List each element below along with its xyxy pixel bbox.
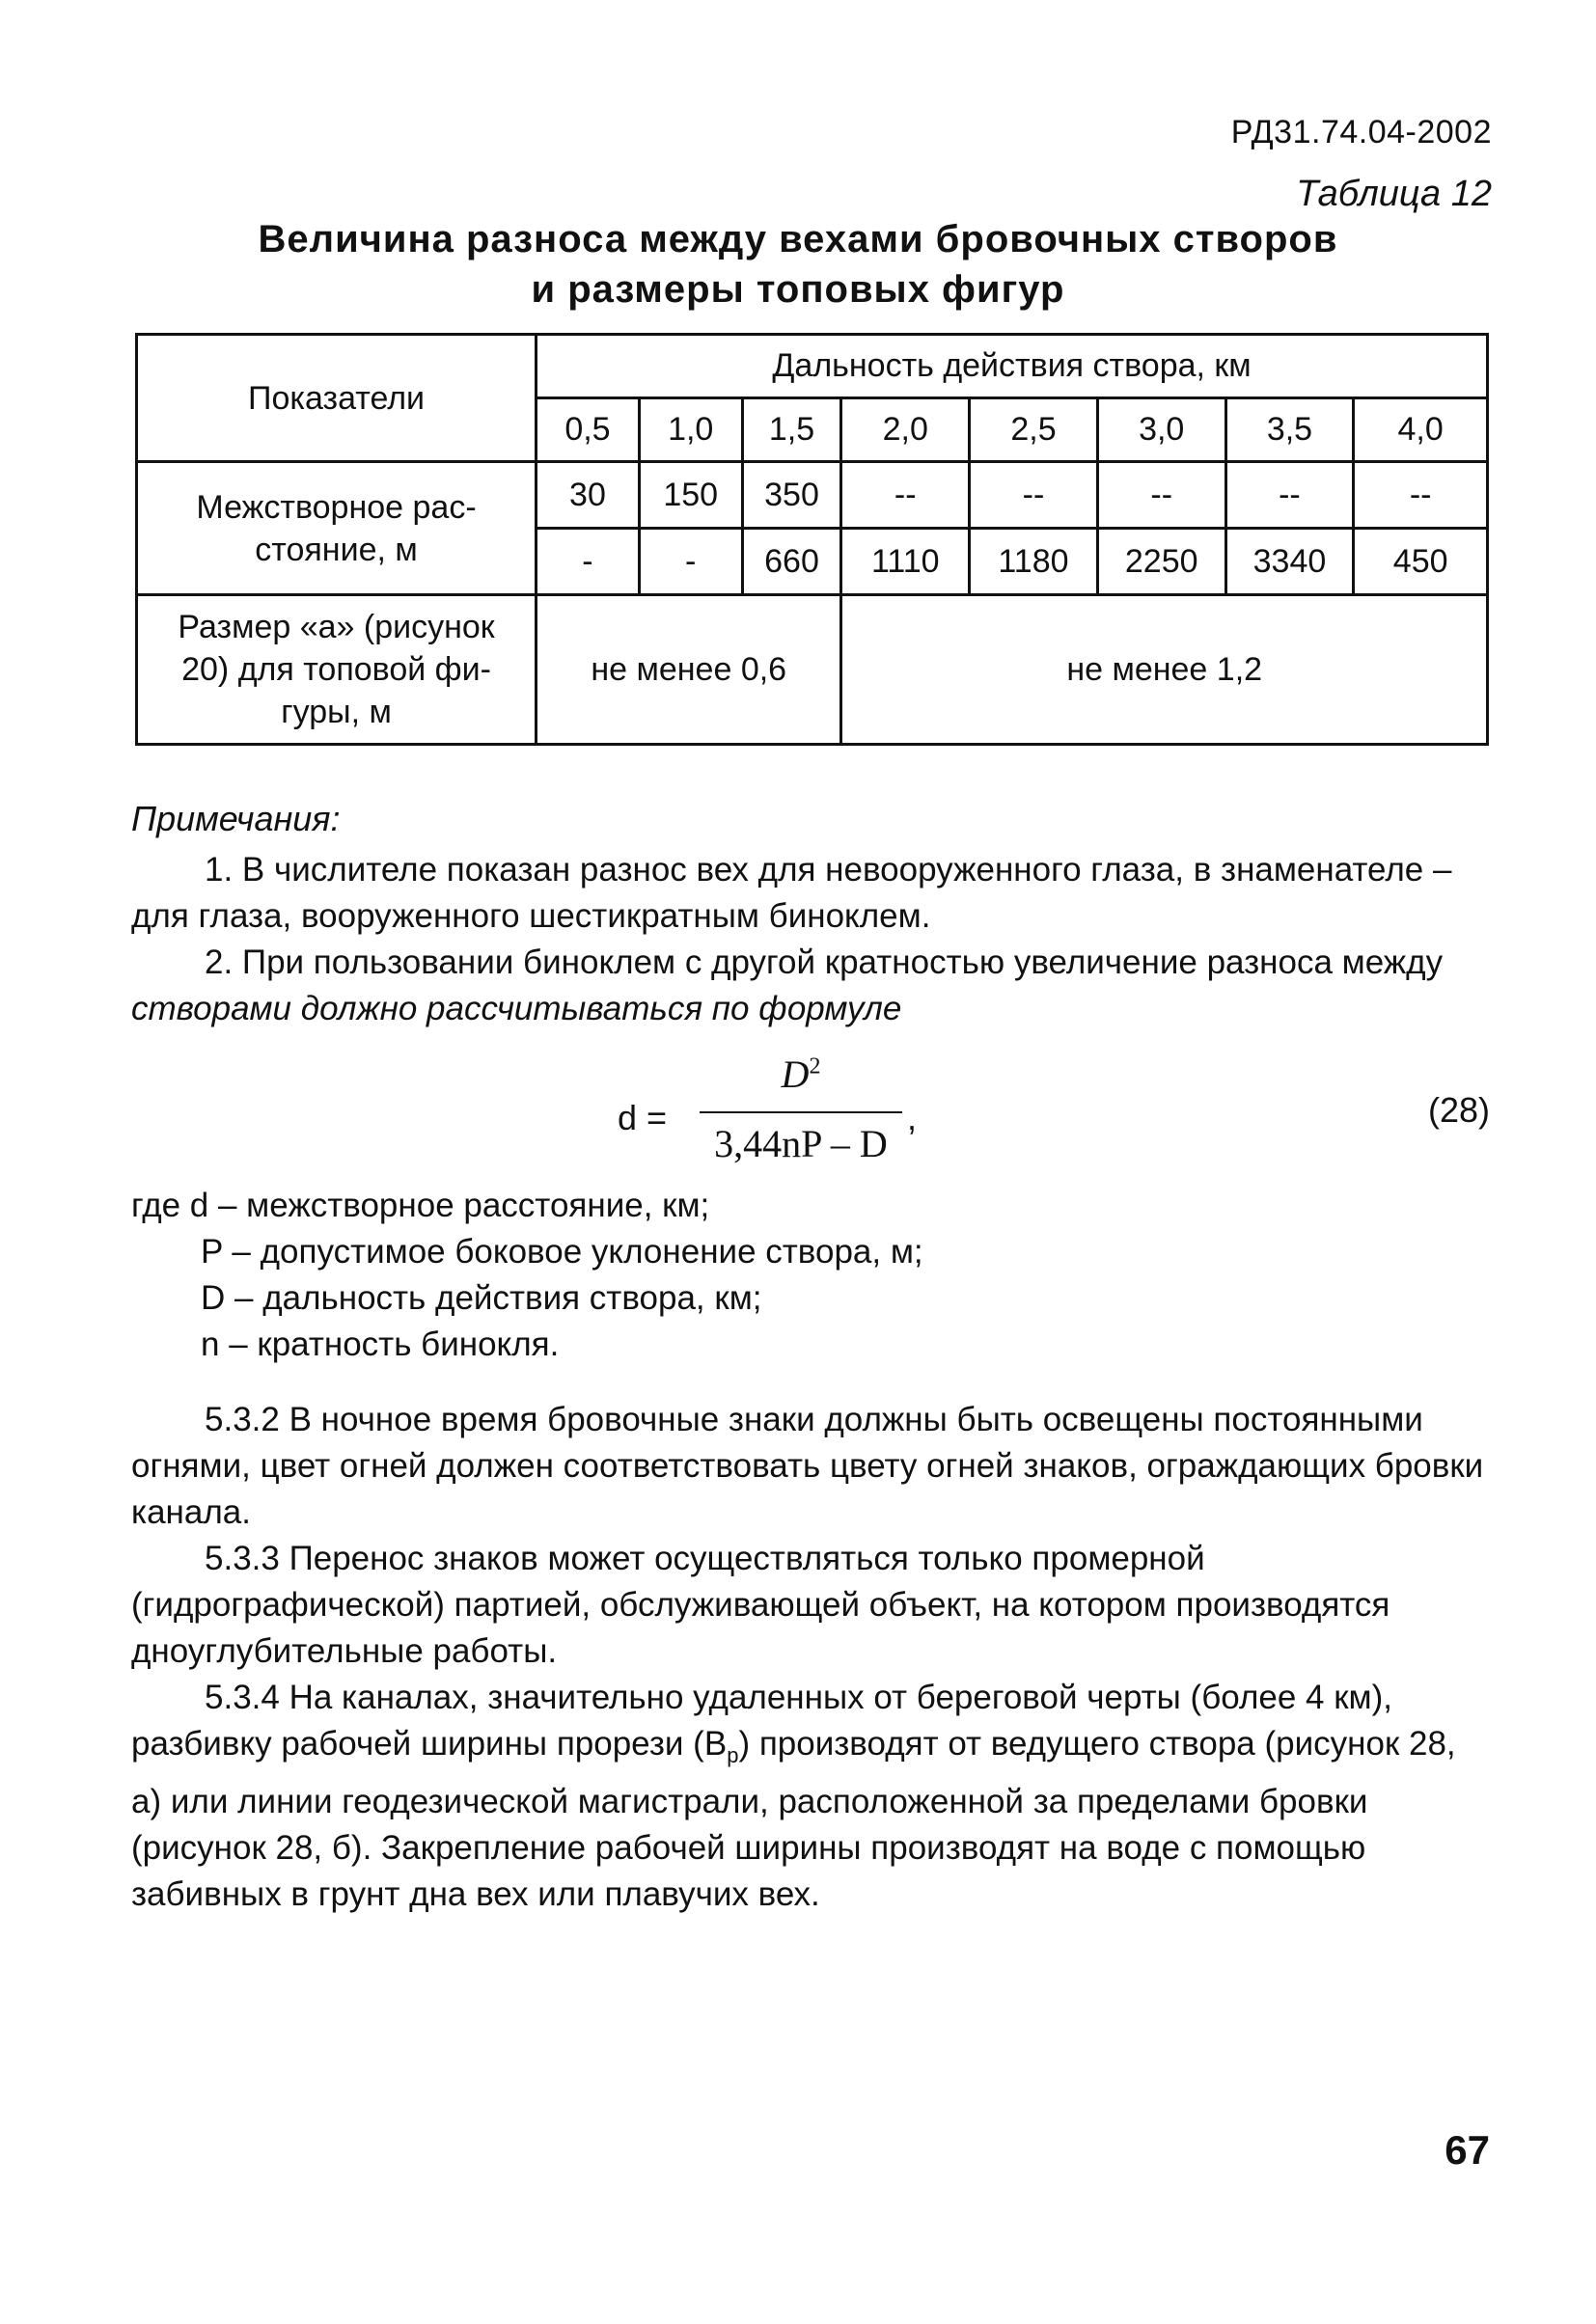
formula-lhs: d = <box>618 1098 668 1137</box>
section-5-3-4 <box>131 1675 1489 1918</box>
row-label-figure-size <box>137 595 537 745</box>
formula-denominator: 3,44nP – D <box>714 1122 888 1165</box>
value-cell: - <box>537 529 640 595</box>
document-code: РД31.74.04-2002 <box>1230 114 1492 150</box>
row-label-line: Межстворное рас- <box>196 488 477 526</box>
notes-title: Примечания: <box>131 799 341 838</box>
value-cell: -- <box>1225 462 1354 529</box>
value-cell: 150 <box>639 462 742 529</box>
row-label-line: 20) для топовой фи- <box>181 651 491 688</box>
equation-number: (28) <box>1427 1090 1490 1130</box>
formula-numerator-exponent: 2 <box>809 1053 821 1080</box>
value-cell: 450 <box>1354 529 1488 595</box>
header-range: Дальность действия створа, км <box>537 335 1488 398</box>
page-number: 67 <box>1445 2127 1490 2173</box>
distance-cell: 1,0 <box>639 398 742 462</box>
table-number: Таблица 12 <box>1296 174 1492 214</box>
distance-cell: 2,0 <box>841 398 970 462</box>
section-5-3-4-part-b: ) производят от ведущего створа (рисунок 28, а) или линии геодезической магистрали, расположенной за пределами бровки (рисунок 28, б). Закрепление рабочей ширины производят на воде с помощью забивных в грунт дна вех или плавучих вех. <box>131 1725 1456 1913</box>
formula <box>618 1052 936 1196</box>
distance-cell: 3,0 <box>1097 398 1225 462</box>
figure-size-value-a: не менее 0,6 <box>537 595 841 745</box>
section-5-3-2: 5.3.2 В ночное время бровочные знаки должны быть освещены постоянными огнями, цвет огней должен соответствовать цвету огней знаков, ограждающих бровки канала. <box>131 1401 1484 1531</box>
distance-cell: 4,0 <box>1354 398 1488 462</box>
row-label-line: Размер «а» (рисунок <box>178 609 495 645</box>
value-cell: -- <box>1354 462 1488 529</box>
value-cell: 350 <box>742 462 841 529</box>
figure-size-value-b: не менее 1,2 <box>841 595 1488 745</box>
row-label-line: стояние, м <box>255 531 418 568</box>
distance-cell: 3,5 <box>1225 398 1354 462</box>
note-1: 1. В числителе показан разнос вех для невооруженного глаза, в знаменателе – для глаза, вооруженного шестикратным биноклем. <box>131 851 1452 935</box>
where-line: D – дальность действия створа, км; <box>201 1279 762 1317</box>
formula-numerator <box>700 1052 902 1097</box>
value-cell: 2250 <box>1097 529 1225 595</box>
where-line: n – кратность бинокля. <box>201 1326 560 1363</box>
row-label-line: гуры, м <box>281 694 392 730</box>
value-cell: 1180 <box>970 529 1098 595</box>
data-table <box>135 333 1489 746</box>
value-cell: - <box>639 529 742 595</box>
table-title-line-1: Величина разноса между вехами бровочных створов <box>258 218 1338 260</box>
value-cell: -- <box>841 462 970 529</box>
formula-comma: , <box>907 1098 918 1137</box>
note-2 <box>131 940 1489 1032</box>
section-5-3-4-part-a: 5.3.4 На каналах, значительно удаленных от береговой черты (более 4 км), разбивку рабочей ширины прорези (B <box>131 1679 1392 1763</box>
value-cell: -- <box>970 462 1098 529</box>
table-title <box>0 214 1596 314</box>
value-cell: 1110 <box>841 529 970 595</box>
where-line: где d – межстворное расстояние, км; <box>131 1187 710 1224</box>
value-cell: 30 <box>537 462 640 529</box>
fraction-bar <box>700 1111 902 1113</box>
row-label-distance <box>137 462 537 595</box>
formula-numerator-base: D <box>781 1053 810 1096</box>
section-5-3-3: 5.3.3 Перенос знаков может осуществляться только промерной (гидрографической) партией, обслуживающей объект, на котором производятся дноуглубительные работы. <box>131 1540 1390 1670</box>
where-line: P – допустимое боковое уклонение створа, м; <box>201 1233 923 1271</box>
note-2-italic: створами должно рассчитываться по формуле <box>131 990 902 1027</box>
note-2-text: 2. При пользовании биноклем с другой кратностью увеличение разноса между <box>205 943 1444 981</box>
section-5-3-4-subscript: р <box>727 1743 739 1767</box>
value-cell: 3340 <box>1225 529 1354 595</box>
value-cell: -- <box>1097 462 1225 529</box>
table-title-line-2: и размеры топовых фигур <box>531 268 1065 311</box>
distance-cell: 2,5 <box>970 398 1098 462</box>
value-cell: 660 <box>742 529 841 595</box>
distance-cell: 1,5 <box>742 398 841 462</box>
distance-cell: 0,5 <box>537 398 640 462</box>
header-indicators: Показатели <box>137 335 537 462</box>
